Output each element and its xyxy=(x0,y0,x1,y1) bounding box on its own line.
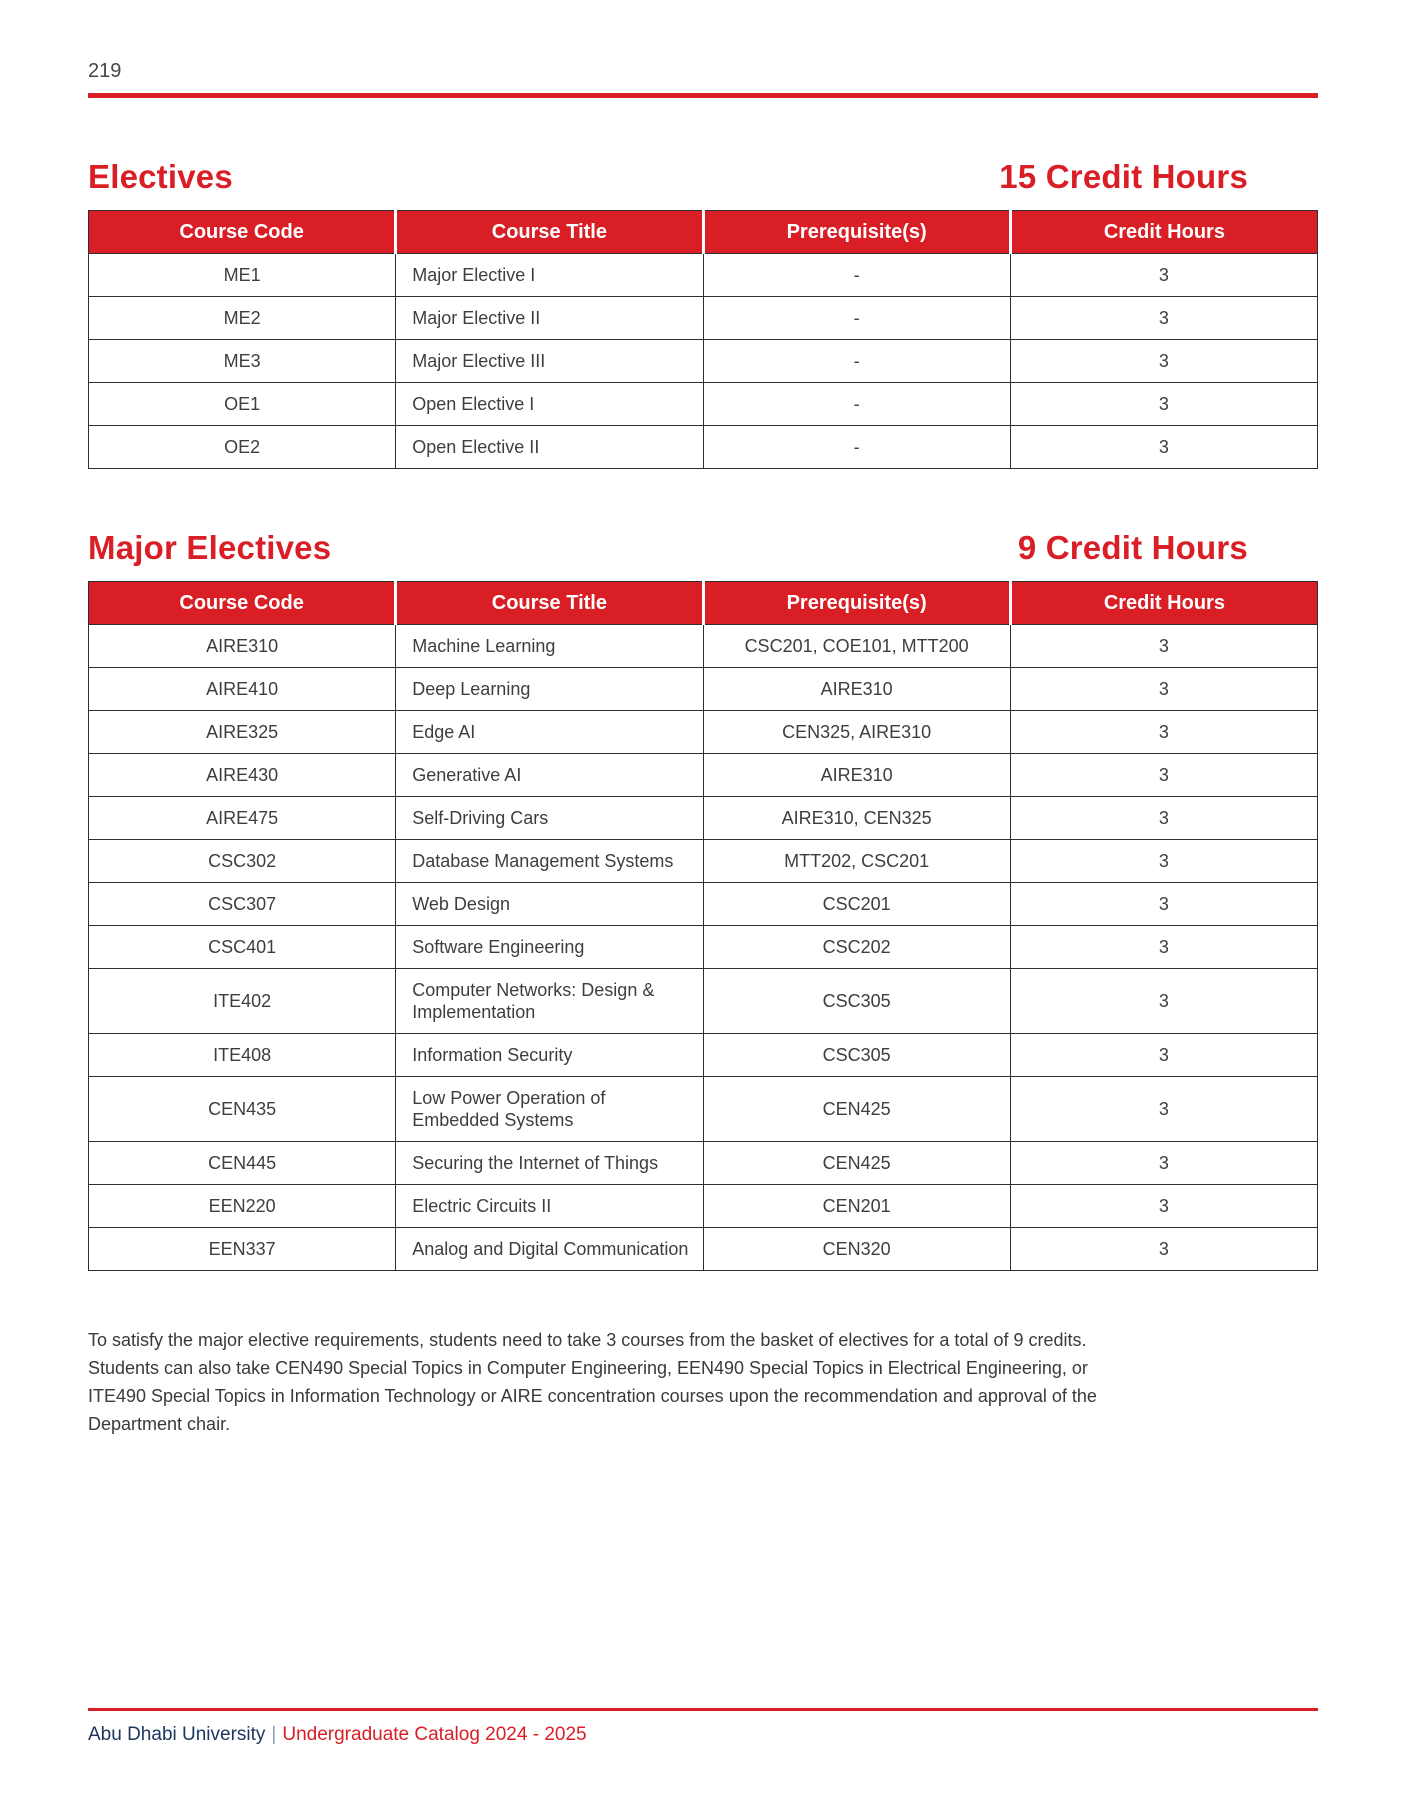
table-cell: ITE408 xyxy=(89,1034,396,1077)
table-cell: Major Elective I xyxy=(396,254,703,297)
table-cell: CSC305 xyxy=(703,1034,1010,1077)
table-cell: CEN320 xyxy=(703,1228,1010,1271)
major-electives-table xyxy=(88,581,1318,1271)
table-row xyxy=(89,754,1318,797)
table-cell: Major Elective III xyxy=(396,340,703,383)
table-cell: Open Elective I xyxy=(396,383,703,426)
table-cell: OE2 xyxy=(89,426,396,469)
table-row xyxy=(89,625,1318,668)
table-row xyxy=(89,926,1318,969)
note-paragraph xyxy=(88,1326,1318,1438)
table-cell: Web Design xyxy=(396,883,703,926)
table-row xyxy=(89,1142,1318,1185)
column-header: Course Title xyxy=(396,211,703,254)
table-row xyxy=(89,297,1318,340)
table-cell: CEN425 xyxy=(703,1142,1010,1185)
column-header: Prerequisite(s) xyxy=(703,211,1010,254)
table-cell: Self-Driving Cars xyxy=(396,797,703,840)
column-header: Course Code xyxy=(89,582,396,625)
table-cell: ME3 xyxy=(89,340,396,383)
table-cell: CEN201 xyxy=(703,1185,1010,1228)
table-row xyxy=(89,1034,1318,1077)
electives-table-header-row xyxy=(89,211,1318,254)
table-row xyxy=(89,883,1318,926)
table-row xyxy=(89,797,1318,840)
table-cell: 3 xyxy=(1010,625,1317,668)
footer-university-name: Abu Dhabi University xyxy=(88,1724,266,1745)
table-cell: 3 xyxy=(1010,297,1317,340)
table-cell: 3 xyxy=(1010,711,1317,754)
table-cell: EEN337 xyxy=(89,1228,396,1271)
table-row xyxy=(89,426,1318,469)
table-cell: AIRE430 xyxy=(89,754,396,797)
table-cell: AIRE475 xyxy=(89,797,396,840)
section-credit-hours-electives: 15 Credit Hours xyxy=(999,158,1248,195)
table-cell: CEN425 xyxy=(703,1077,1010,1142)
table-cell: Information Security xyxy=(396,1034,703,1077)
table-cell: OE1 xyxy=(89,383,396,426)
table-cell: ME2 xyxy=(89,297,396,340)
column-header: Course Title xyxy=(396,582,703,625)
table-row xyxy=(89,383,1318,426)
table-cell: MTT202, CSC201 xyxy=(703,840,1010,883)
table-row xyxy=(89,340,1318,383)
table-cell: 3 xyxy=(1010,926,1317,969)
table-cell: Electric Circuits II xyxy=(396,1185,703,1228)
table-cell: CSC401 xyxy=(89,926,396,969)
section-electives xyxy=(88,158,1318,469)
table-cell: 3 xyxy=(1010,797,1317,840)
table-cell: - xyxy=(703,254,1010,297)
table-cell: 3 xyxy=(1010,969,1317,1034)
note-line: To satisfy the major elective requirements, students need to take 3 courses from the basket of electives for a total of 9 credits. xyxy=(88,1330,1087,1350)
table-cell: Deep Learning xyxy=(396,668,703,711)
table-row xyxy=(89,1228,1318,1271)
table-cell: 3 xyxy=(1010,1228,1317,1271)
table-cell: 3 xyxy=(1010,883,1317,926)
table-cell: 3 xyxy=(1010,1185,1317,1228)
top-rule-divider xyxy=(88,93,1318,98)
table-row xyxy=(89,969,1318,1034)
major-electives-table-header-row xyxy=(89,582,1318,625)
table-cell: CSC307 xyxy=(89,883,396,926)
footer-catalog-title: Undergraduate Catalog 2024 - 2025 xyxy=(282,1724,587,1745)
note-line: Students can also take CEN490 Special Topics in Computer Engineering, EEN490 Special Topics in Electrical Engineering, or xyxy=(88,1358,1088,1378)
table-cell: 3 xyxy=(1010,383,1317,426)
table-row xyxy=(89,254,1318,297)
column-header: Prerequisite(s) xyxy=(703,582,1010,625)
footer-rule-divider xyxy=(88,1708,1318,1711)
page-number: 219 xyxy=(88,60,122,82)
table-cell: CEN445 xyxy=(89,1142,396,1185)
table-cell: 3 xyxy=(1010,754,1317,797)
section-major-electives-heading-row xyxy=(88,529,1318,567)
table-cell: Securing the Internet of Things xyxy=(396,1142,703,1185)
table-cell: - xyxy=(703,340,1010,383)
table-cell: 3 xyxy=(1010,840,1317,883)
table-row xyxy=(89,840,1318,883)
table-row xyxy=(89,668,1318,711)
table-cell: - xyxy=(703,426,1010,469)
table-cell: CEN325, AIRE310 xyxy=(703,711,1010,754)
table-cell: CSC201, COE101, MTT200 xyxy=(703,625,1010,668)
table-cell: Edge AI xyxy=(396,711,703,754)
table-cell: EEN220 xyxy=(89,1185,396,1228)
table-cell: CSC202 xyxy=(703,926,1010,969)
section-electives-heading-row xyxy=(88,158,1318,196)
section-major-electives xyxy=(88,529,1318,1271)
table-cell: AIRE325 xyxy=(89,711,396,754)
table-cell: 3 xyxy=(1010,1142,1317,1185)
table-cell: AIRE310, CEN325 xyxy=(703,797,1010,840)
table-cell: Analog and Digital Communication xyxy=(396,1228,703,1271)
table-cell: 3 xyxy=(1010,1034,1317,1077)
section-title-electives: Electives xyxy=(88,158,233,195)
table-cell: AIRE410 xyxy=(89,668,396,711)
section-credit-hours-major-electives: 9 Credit Hours xyxy=(1017,529,1248,566)
page-footer xyxy=(88,1708,1318,1746)
note-line: Department chair. xyxy=(88,1414,231,1434)
catalog-page-content xyxy=(88,0,1318,1438)
table-cell: Major Elective II xyxy=(396,297,703,340)
column-header: Credit Hours xyxy=(1010,582,1317,625)
table-cell: AIRE310 xyxy=(703,754,1010,797)
electives-table xyxy=(88,210,1318,469)
table-cell: Machine Learning xyxy=(396,625,703,668)
table-cell: - xyxy=(703,297,1010,340)
table-cell: - xyxy=(703,383,1010,426)
footer-separator: | xyxy=(271,1724,277,1745)
table-cell: CSC305 xyxy=(703,969,1010,1034)
table-cell: CSC302 xyxy=(89,840,396,883)
table-cell: Low Power Operation of Embedded Systems xyxy=(396,1077,703,1142)
table-cell: 3 xyxy=(1010,1077,1317,1142)
table-cell: Generative AI xyxy=(396,754,703,797)
table-cell: AIRE310 xyxy=(703,668,1010,711)
column-header: Credit Hours xyxy=(1010,211,1317,254)
footer-text xyxy=(88,1724,1318,1746)
table-row xyxy=(89,1077,1318,1142)
table-row xyxy=(89,1185,1318,1228)
column-header: Course Code xyxy=(89,211,396,254)
table-cell: Software Engineering xyxy=(396,926,703,969)
table-cell: ITE402 xyxy=(89,969,396,1034)
table-cell: ME1 xyxy=(89,254,396,297)
table-cell: 3 xyxy=(1010,254,1317,297)
table-cell: 3 xyxy=(1010,426,1317,469)
table-row xyxy=(89,711,1318,754)
table-cell: Open Elective II xyxy=(396,426,703,469)
section-title-major-electives: Major Electives xyxy=(88,529,332,566)
table-cell: CEN435 xyxy=(89,1077,396,1142)
table-cell: CSC201 xyxy=(703,883,1010,926)
table-cell: 3 xyxy=(1010,668,1317,711)
table-cell: Computer Networks: Design & Implementation xyxy=(396,969,703,1034)
table-cell: AIRE310 xyxy=(89,625,396,668)
table-cell: 3 xyxy=(1010,340,1317,383)
table-cell: Database Management Systems xyxy=(396,840,703,883)
note-line: ITE490 Special Topics in Information Technology or AIRE concentration courses upon the recommendation and approval of the xyxy=(88,1386,1097,1406)
